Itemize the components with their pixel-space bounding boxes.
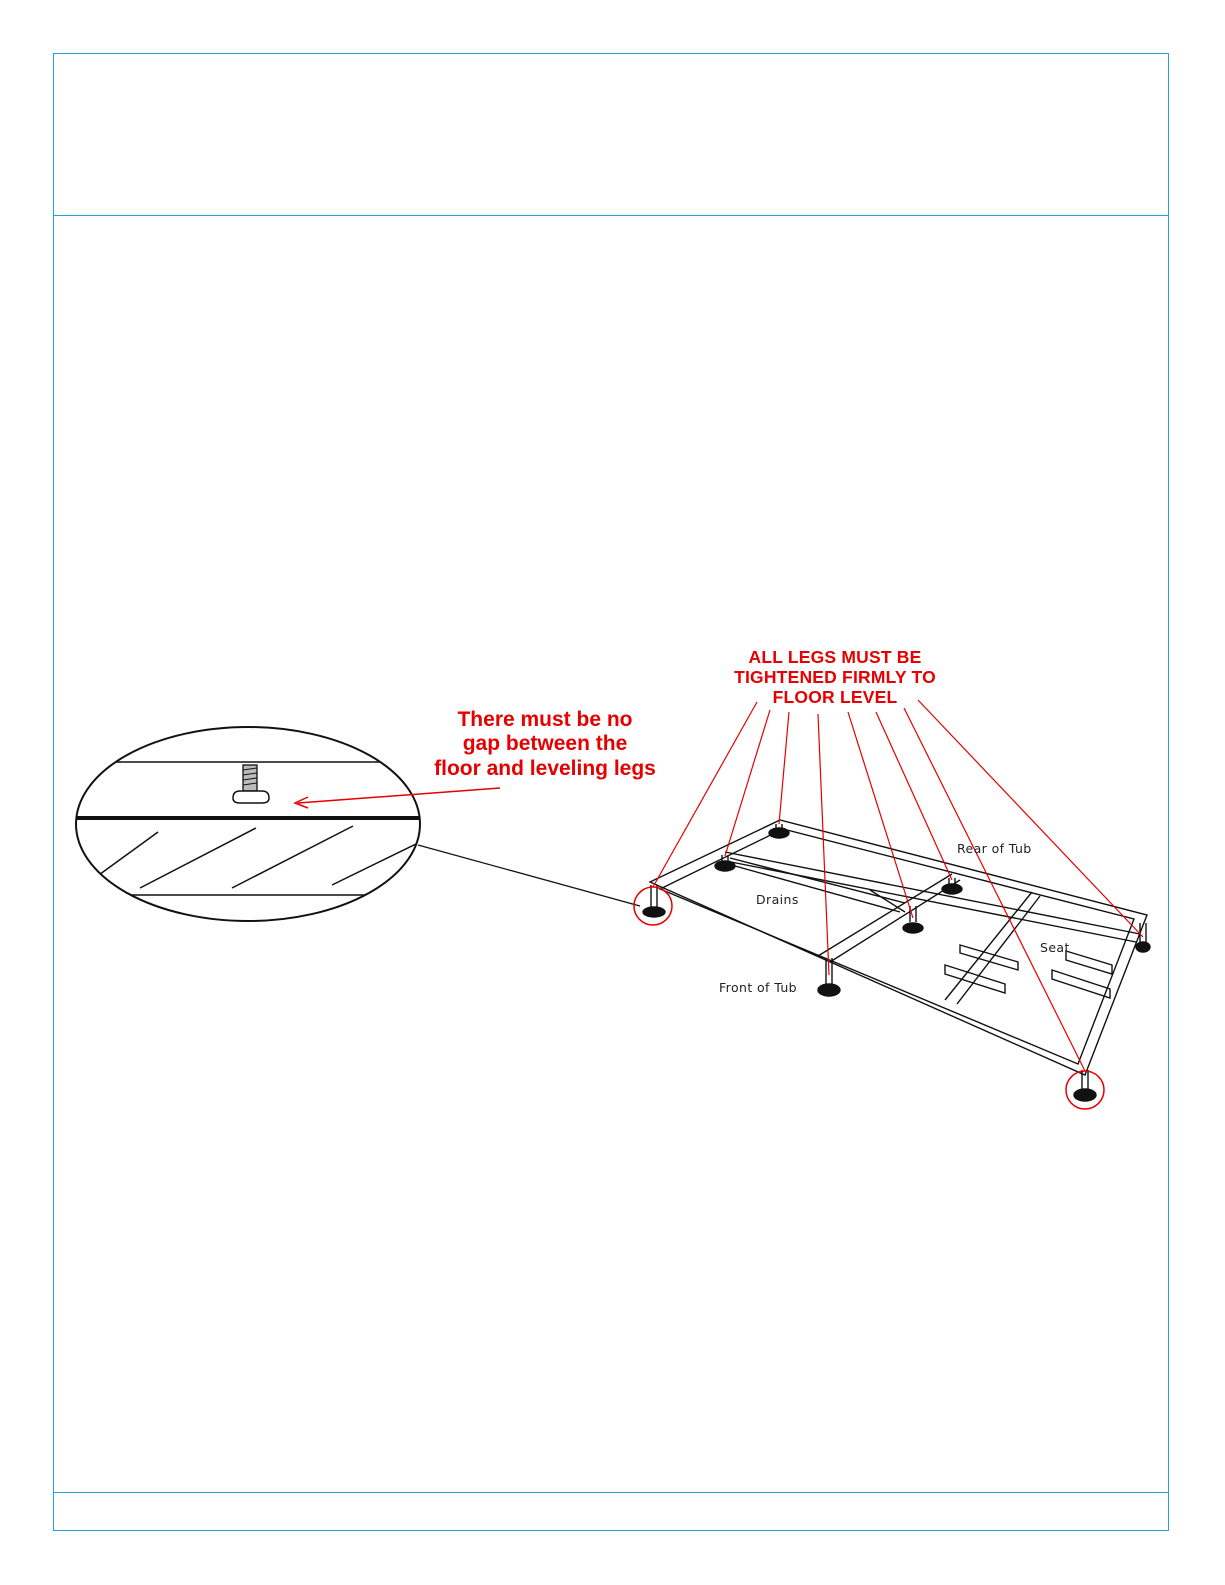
gap-callout-line-2: gap between the: [462, 732, 628, 756]
leg-back-center-left: [769, 824, 789, 838]
zoom-ellipse: [76, 727, 420, 921]
front-of-tub-label: Front of Tub: [719, 980, 798, 995]
legs-callout-line-2: TIGHTENED FIRMLY TO: [734, 666, 936, 687]
zoom-detail: [60, 762, 440, 895]
legs-callout-line-3: FLOOR LEVEL: [772, 686, 898, 707]
frame-structure: [650, 820, 1147, 1075]
gap-callout-line-1: There must be no: [457, 708, 633, 731]
rear-of-tub-label: Rear of Tub: [957, 841, 1032, 856]
legs-callout-line-1: ALL LEGS MUST BE: [748, 647, 922, 667]
gap-callout-line-3: floor and leveling legs: [434, 756, 656, 780]
drains-label: Drains: [756, 892, 799, 907]
legs-tight-callout: [690, 648, 980, 707]
seat-label: Seat: [1040, 940, 1070, 955]
leveling-foot: [233, 791, 269, 803]
zoom-connector: [418, 845, 640, 906]
no-gap-callout: [395, 708, 695, 781]
